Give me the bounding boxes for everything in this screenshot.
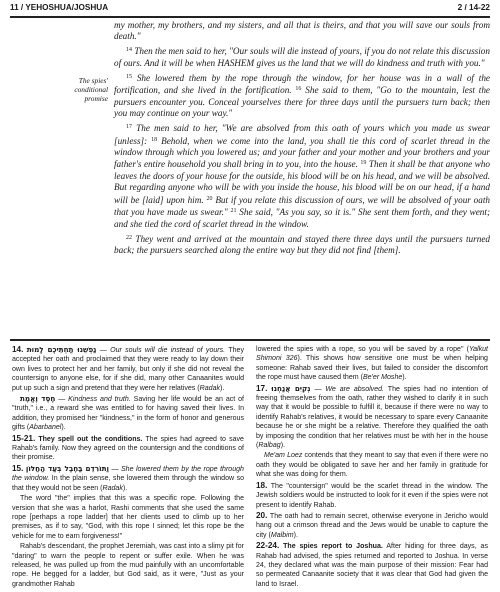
comment-text: The oath had to remain secret, otherwise everyone in Jericho would hang out a crimson thread and the Jews would be unable to capture the city ( bbox=[256, 512, 488, 539]
comment-text: ). bbox=[293, 531, 298, 539]
comment-text: The "countersign" would be the scarlet thread in the window. The Jewish soldiers would be instructed to look for it even if the spies were not present to identify Rahab. bbox=[256, 482, 488, 509]
verse-number: 19 bbox=[360, 160, 367, 167]
header-chapter-verses: 2 / 14-22 bbox=[457, 3, 490, 12]
comment-number: 18. bbox=[256, 480, 268, 490]
source-citation: Be'er Moshe bbox=[362, 374, 403, 382]
verse-13-end: my mother, my brothers, and my sisters, and all that is theirs, and that you will save our souls from death." bbox=[114, 20, 490, 42]
comment-15b: The word "the" implies that this was a specific rope. Following the version that she was a harlot, Rashi comments that she used the same rope [perhaps a rope ladder] that her clients used to climb up to her premises, as if to say, "God, with this rope I sinned; let this rope be the vehicle for me to earn forgiveness!" bbox=[12, 495, 244, 540]
running-header bbox=[10, 3, 490, 15]
lemma-translation: — Kindness and truth. bbox=[58, 396, 131, 404]
comment-text: ). bbox=[402, 374, 407, 382]
comment-number: 20. bbox=[256, 510, 268, 520]
verse-number: 16 bbox=[295, 86, 302, 93]
comment-17 bbox=[256, 384, 488, 451]
hebrew-lemma: חֶסֶד וֶאֱמֶת bbox=[20, 394, 56, 404]
verse-number: 18 bbox=[151, 136, 158, 143]
verse-text: Behold, when we come into the land, you shall tie this cord of scarlet thread in the window through which you lowered us; and your father and your mother and your brothers and your father's entire household you shall bring in to you, into the house. bbox=[114, 135, 490, 170]
margin-note-line: The spies' bbox=[78, 76, 108, 85]
verse-text: She lowered them by the rope through the window, for her house was in a wall of the fortification, and she lived in the fortification. bbox=[114, 72, 491, 96]
verse-text: Then the men said to her, "Our souls will die instead of yours, if you do not relate this discussion of ours. And it will be when HASHEM gives us the land that we will do kindness and truth with you." bbox=[114, 46, 490, 68]
verse-text: But if you relate this discussion of ours, we will be absolved of your oath that you have made us swear." bbox=[114, 194, 491, 218]
comment-14b bbox=[12, 394, 244, 433]
source-citation: Me'am Loez bbox=[264, 452, 303, 460]
verse-17-21 bbox=[114, 122, 490, 230]
verse-text: The men said to her, "We are absolved from this oath of yours which you made us swear [unless]: bbox=[114, 123, 490, 146]
comment-text: ). bbox=[122, 484, 128, 492]
comment-text: lowered the spies with a rope, so you will be saved by a rope" ( bbox=[256, 346, 469, 353]
comment-18 bbox=[256, 481, 488, 510]
comment-text: After hiding for three days, as Rahab had advised, the spies returned and reported to Joshua. In verse 24, they declared what was the main purpose of their mission: Fear had so permeated Canaanite society that it was clear that God had given the land to Israel. bbox=[256, 543, 488, 588]
lemma-translation: — We are absolved. bbox=[314, 385, 385, 393]
hebrew-lemma: וַתּוֹרִדֵם בַּחֶבֶל בְּעַד הַחַלּוֹן bbox=[25, 463, 109, 473]
comment-number: 22-24. bbox=[256, 541, 280, 551]
source-citation: Radak bbox=[102, 484, 123, 492]
comment-text: Saving her life would be an act of "truth," i.e., a reward she was entitled to for having saved their lives. In addition, they promised her "kindness," in the form of honor and generous gifts ( bbox=[12, 396, 244, 432]
margin-note-line: conditional bbox=[74, 85, 108, 94]
source-citation: Abarbanel bbox=[29, 424, 62, 432]
comment-14 bbox=[12, 345, 244, 393]
comment-17b bbox=[256, 451, 488, 479]
lemma-translation: — Our souls will die instead of yours. bbox=[99, 347, 226, 354]
hebrew-lemma: נַפְשֵׁנוּ תַחְתֵּיכֶם לָמוּת bbox=[26, 345, 97, 354]
comment-number: 15-21. bbox=[12, 433, 36, 443]
comment-heading: They spell out the conditions. bbox=[38, 435, 143, 443]
verse-14 bbox=[114, 45, 490, 69]
comment-15 bbox=[12, 464, 244, 493]
comment-number: 17. bbox=[256, 383, 268, 393]
source-citation: Radak bbox=[199, 384, 221, 392]
commentary-divider bbox=[10, 339, 490, 341]
source-citation: Ralbag bbox=[258, 442, 281, 450]
source-citation: Yalkut Shimoni 326 bbox=[256, 346, 488, 363]
verse-22 bbox=[114, 233, 490, 257]
verse-number: 14 bbox=[126, 47, 132, 54]
comment-text: ). bbox=[61, 424, 66, 432]
comment-number: 15. bbox=[12, 463, 24, 473]
commentary-right-column bbox=[256, 345, 488, 589]
verse-number: 21 bbox=[230, 208, 237, 215]
comment-20 bbox=[256, 511, 488, 540]
source-citation: Malbim bbox=[270, 531, 294, 539]
verse-number: 22 bbox=[126, 234, 132, 241]
comment-text: ). This shows how sensitive one must be when helping someone: Rahab saved their lives, but failed to consider the discomfort the rope must have caused them ( bbox=[256, 355, 488, 382]
header-book-title: 11 / YEHOSHUA/JOSHUA bbox=[10, 3, 109, 12]
comment-text: They accepted her oath and proclaimed that they were ready to lay down their own lives to protect her and her family, but only if she did not reveal the countersign to anyone else, for if she did, many other Canaanites would put up such a sign and pretend that they were her relatives ( bbox=[12, 347, 244, 392]
comment-15c: Rahab's descendant, the prophet Jeremiah, was cast into a slimy pit for "daring" to warn the people to repent or suffer exile. When he was released, he was pulled up from the mud painfully with an uncomfortable rope. He begged for a ladder, but God said, as it were, "Just as your grandmother Rahab bbox=[12, 543, 244, 588]
verse-text: They went and arrived at the mountain and stayed there three days until the pursuers turned back; the pursuers searched along the entire way but they did not find [them]. bbox=[114, 233, 490, 256]
verse-text: Then it shall be that anyone who leaves the doors of your house for the outside, his blood will be on his head, and we will be absolved. But regarding anyone who will be with you inside the house, his blood will be on our head, if a hand will be [laid] upon him. bbox=[114, 159, 490, 205]
verse-text: She said, "As you say, so it is." She sent them forth, and they went; and she tied the cord of scarlet thread in the window. bbox=[114, 207, 491, 229]
comment-text: ). bbox=[280, 442, 286, 450]
comment-22-24 bbox=[256, 541, 488, 589]
lemma-translation: — She lowered them by the rope through the window. bbox=[12, 465, 244, 483]
comment-heading: The spies report to Joshua. bbox=[283, 543, 383, 551]
comment-text: The spies had agreed to save Rahab's family. Now they agreed on the countersign and the conditions of their promise. bbox=[12, 435, 244, 462]
comment-text: The spies had no intention of freeing themselves from the oath, rather they wished to clarify it in such way that it would be possible to fulfill it, because if there were no way to identify Rahab's relatives, it would be necessary to spare every Canaanite because he or she might be a relative. Therefore they qualified the oath by imposing the condition that her relatives must be with her in the house ( bbox=[256, 385, 488, 450]
comment-text: contends that they meant to say that even if there were no oath they would be obligated to save her and her family in gratitude for what she was doing for them. bbox=[256, 452, 488, 479]
comment-number: 14. bbox=[12, 345, 24, 354]
verse-text: She said to them, "Go to the mountain, lest the pursuers encounter you. Conceal yourselves there for three days until the pursuers turn back; then you may continue on your way." bbox=[114, 85, 490, 119]
hebrew-lemma: נְקִיִּם אֲנַחְנוּ bbox=[271, 383, 311, 393]
commentary-left-column bbox=[12, 345, 244, 589]
verse-15-16 bbox=[114, 72, 490, 120]
comment-text: In the plain sense, she lowered them through the window so that they would not be seen ( bbox=[12, 475, 245, 492]
margin-note-line: promise bbox=[84, 94, 108, 103]
verse-number: 20 bbox=[206, 195, 213, 202]
margin-note bbox=[58, 76, 108, 103]
comment-15-21 bbox=[12, 434, 244, 463]
comment-text: ). bbox=[220, 384, 225, 392]
translation-text bbox=[114, 20, 490, 257]
verse-number: 17 bbox=[126, 124, 132, 131]
header-rule bbox=[10, 16, 490, 18]
verse-number: 15 bbox=[126, 73, 132, 80]
comment-15d bbox=[256, 345, 488, 383]
